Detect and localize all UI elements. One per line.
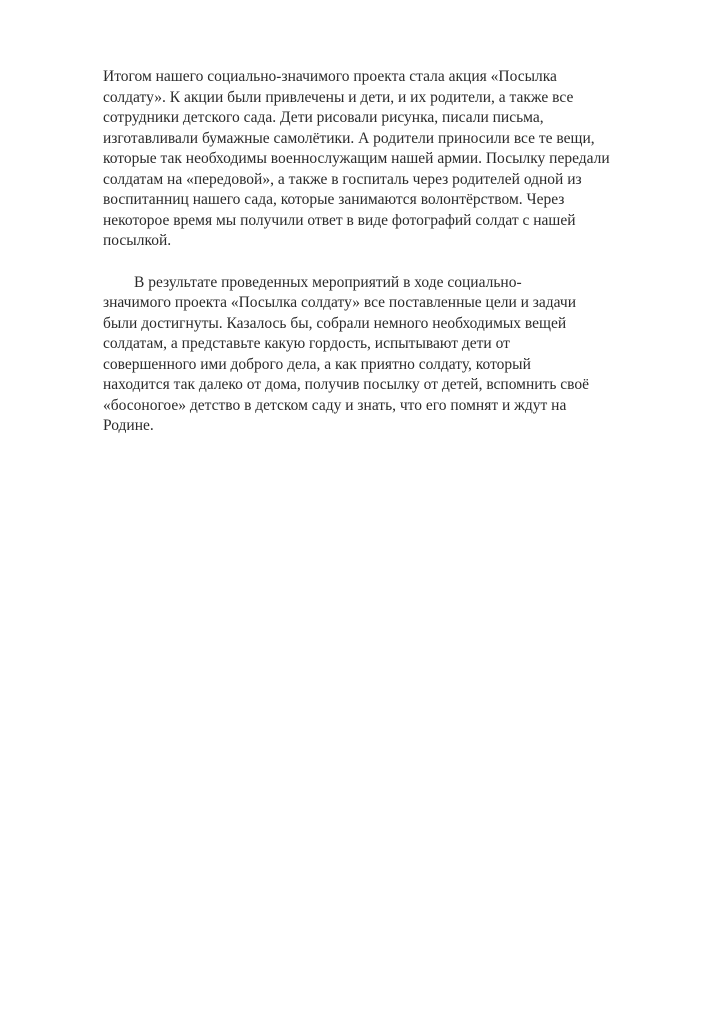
- text-line: воспитанниц нашего сада, которые занимаются волонтёрством. Через: [103, 191, 565, 208]
- text-line: изготавливали бумажные самолётики. А родители приносили все те вещи,: [103, 129, 595, 147]
- text-line: «босоногое» детство в детском саду и знать, что его помнят и ждут на: [103, 396, 567, 414]
- text-line: солдатам на «передовой», а также в госпиталь через родителей одной из: [103, 170, 582, 188]
- text-line: были достигнуты. Казалось бы, собрали немного необходимых вещей: [103, 314, 567, 332]
- text-line: Итогом нашего социально-значимого проекта стала акция «Посылка: [103, 68, 557, 85]
- paragraph-1: [103, 67, 623, 252]
- text-line: некоторое время мы получили ответ в виде фотографий солдат с нашей: [103, 211, 576, 229]
- text-line: значимого проекта «Посылка солдату» все поставленные цели и задачи: [103, 294, 577, 311]
- paragraph-2: [103, 273, 623, 437]
- text-line: солдату». К акции были привлечены и дети, и их родители, а также все: [103, 88, 574, 106]
- text-line: солдатам, а представьте какую гордость, испытывают дети от: [103, 335, 510, 352]
- text-line: находится так далеко от дома, получив посылку от детей, вспомнить своё: [103, 376, 590, 393]
- document-body: [103, 67, 623, 437]
- text-line: Родине.: [103, 417, 154, 434]
- text-line: В результате проведенных мероприятий в ходе социально-: [103, 273, 522, 291]
- text-line: совершенного ими доброго дела, а как приятно солдату, который: [103, 355, 531, 373]
- text-line: сотрудники детского сада. Дети рисовали рисунка, писали письма,: [103, 109, 544, 126]
- text-line: которые так необходимы военнослужащим нашей армии. Посылку передали: [103, 150, 610, 167]
- text-line: посылкой.: [103, 232, 172, 249]
